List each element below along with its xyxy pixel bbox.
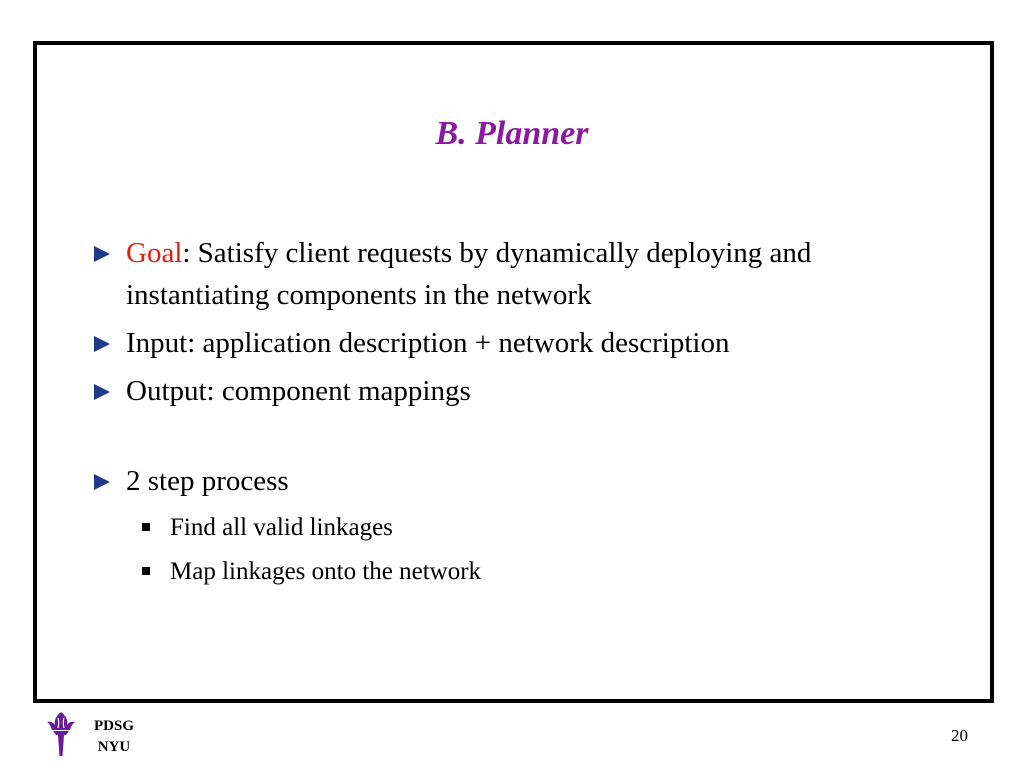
triangle-bullet-icon: [94, 384, 110, 400]
bullet-output: [90, 370, 930, 412]
bullet-text: : Satisfy client requests by dynamically deploying and instantiating components in the network: [126, 237, 812, 311]
page-number: 20: [951, 726, 968, 745]
slide-title: B. Planner: [435, 115, 589, 152]
sub-bullet-text: Find all valid linkages: [170, 514, 393, 541]
sub-bullet-item: [126, 550, 930, 594]
logo-line-nyu: NYU: [97, 739, 131, 755]
bullet-input: [90, 322, 930, 364]
bullet-text: 2 step process: [126, 465, 289, 497]
goal-label: Goal: [126, 237, 183, 269]
sub-bullet-text: Map linkages onto the network: [170, 558, 482, 585]
bullet-text: Input: application description + network description: [126, 327, 730, 359]
torch-icon: [44, 708, 78, 758]
square-bullet-icon: [142, 567, 150, 575]
sub-bullet-item: [126, 506, 930, 550]
bullet-process: [90, 460, 930, 594]
sub-bullet-list: [126, 506, 930, 594]
square-bullet-icon: [142, 523, 150, 531]
logo-line-pdsg: PDSG: [93, 718, 134, 734]
bullet-goal: [90, 232, 930, 316]
bullet-list: [90, 232, 930, 600]
triangle-bullet-icon: [94, 474, 110, 490]
bullet-text: Output: component mappings: [126, 375, 471, 407]
triangle-bullet-icon: [94, 336, 110, 352]
logo-text: [88, 716, 140, 758]
triangle-bullet-icon: [94, 246, 110, 262]
